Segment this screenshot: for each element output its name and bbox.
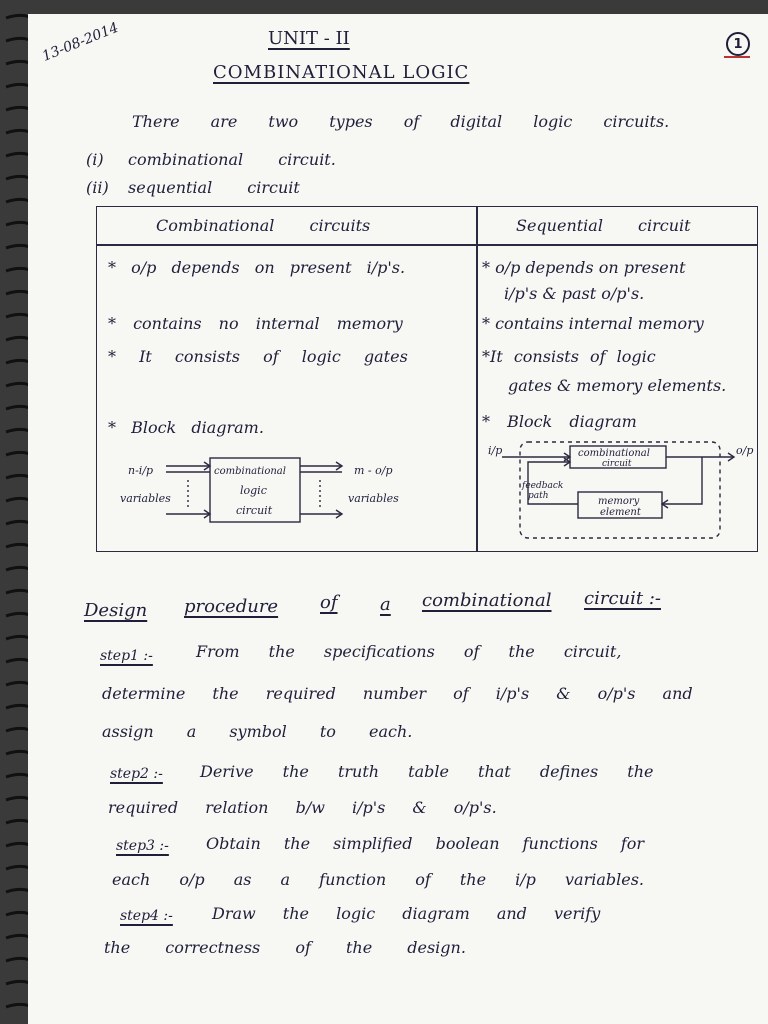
seq-diagram-block1-line1: combinational bbox=[578, 448, 650, 459]
page-title: COMBINATIONAL LOGIC bbox=[213, 62, 470, 83]
diagram-output-label-2: variables bbox=[348, 492, 399, 505]
diagram-block-line-2: logic bbox=[240, 484, 267, 497]
type-text-2: sequential circuit bbox=[128, 178, 300, 197]
step-4-line-2: the correctness of the design. bbox=[104, 938, 466, 957]
seq-diagram-feedback-1: feedback bbox=[522, 481, 564, 491]
sequential-point-3-cont: gates & memory elements. bbox=[508, 376, 727, 395]
date: 13-08-2014 bbox=[40, 19, 121, 65]
seq-diagram-block2-line2: element bbox=[600, 507, 641, 518]
notebook-page bbox=[28, 14, 768, 1024]
sequential-point-1-cont: i/p's & past o/p's. bbox=[504, 284, 645, 303]
step-1-line-3: assign a symbol to each. bbox=[102, 722, 413, 741]
table-header-divider bbox=[96, 244, 758, 246]
step-2-line-1: Derive the truth table that defines the bbox=[200, 762, 654, 781]
seq-diagram-block1-line2: circuit bbox=[602, 459, 632, 469]
design-heading-word-5: combinational bbox=[422, 590, 552, 611]
combinational-block-diagram bbox=[108, 444, 468, 544]
type-number-1: (i) bbox=[86, 150, 104, 169]
combinational-point-1: * o/p depends on present i/p's. bbox=[108, 258, 406, 277]
page-number-badge: 1 bbox=[726, 32, 750, 56]
seq-diagram-block2-line1: memory bbox=[598, 496, 640, 507]
combinational-point-4: * Block diagram. bbox=[108, 418, 264, 437]
step-2-label: step2 :- bbox=[110, 766, 163, 782]
page-number-underline bbox=[724, 56, 750, 58]
seq-diagram-input-label: i/p bbox=[488, 444, 503, 457]
table-header-sequential: Sequential circuit bbox=[516, 216, 691, 235]
unit-heading: UNIT - II bbox=[268, 28, 350, 49]
combinational-point-2: * contains no internal memory bbox=[108, 314, 403, 333]
diagram-output-label-1: m - o/p bbox=[354, 464, 393, 477]
design-heading-word-4: a bbox=[380, 594, 391, 615]
type-text-1: combinational circuit. bbox=[128, 150, 336, 169]
type-number-2: (ii) bbox=[86, 178, 109, 197]
sequential-point-2: * contains internal memory bbox=[482, 314, 704, 333]
diagram-input-label-2: variables bbox=[120, 492, 171, 505]
table-column-divider bbox=[476, 206, 478, 552]
diagram-input-label-1: n-i/p bbox=[128, 464, 154, 477]
diagram-block-line-3: circuit bbox=[236, 504, 273, 517]
table-header-combinational: Combinational circuits bbox=[156, 216, 371, 235]
sequential-point-1: * o/p depends on present bbox=[482, 258, 686, 277]
sequential-block-diagram bbox=[482, 440, 766, 550]
sequential-point-3: *It consists of logic bbox=[482, 347, 656, 366]
design-heading-word-1: Design bbox=[84, 600, 148, 621]
step-3-line-1: Obtain the simplified boolean functions for bbox=[206, 834, 645, 853]
combinational-point-3: * It consists of logic gates bbox=[108, 347, 408, 366]
seq-diagram-feedback-2: path bbox=[528, 491, 549, 501]
step-4-label: step4 :- bbox=[120, 908, 173, 924]
step-1-line-1: From the specifications of the circuit, bbox=[196, 642, 622, 661]
design-heading-word-2: procedure bbox=[184, 596, 279, 617]
step-1-label: step1 :- bbox=[100, 648, 153, 664]
diagram-block-line-1: combinational bbox=[214, 466, 286, 477]
step-3-line-2: each o/p as a function of the i/p variables. bbox=[112, 870, 645, 889]
intro-text: There are two types of digital logic circuits. bbox=[132, 112, 670, 131]
step-3-label: step3 :- bbox=[116, 838, 169, 854]
step-2-line-2: required relation b/w i/p's & o/p's. bbox=[108, 798, 497, 817]
step-4-line-1: Draw the logic diagram and verify bbox=[212, 904, 601, 923]
seq-diagram-output-label: o/p bbox=[736, 444, 754, 457]
design-heading-word-3: of bbox=[320, 592, 338, 613]
sequential-point-4: * Block diagram bbox=[482, 412, 637, 431]
design-heading-word-6: circuit :- bbox=[584, 588, 661, 609]
step-1-line-2: determine the required number of i/p's & o/p's and bbox=[102, 684, 693, 703]
